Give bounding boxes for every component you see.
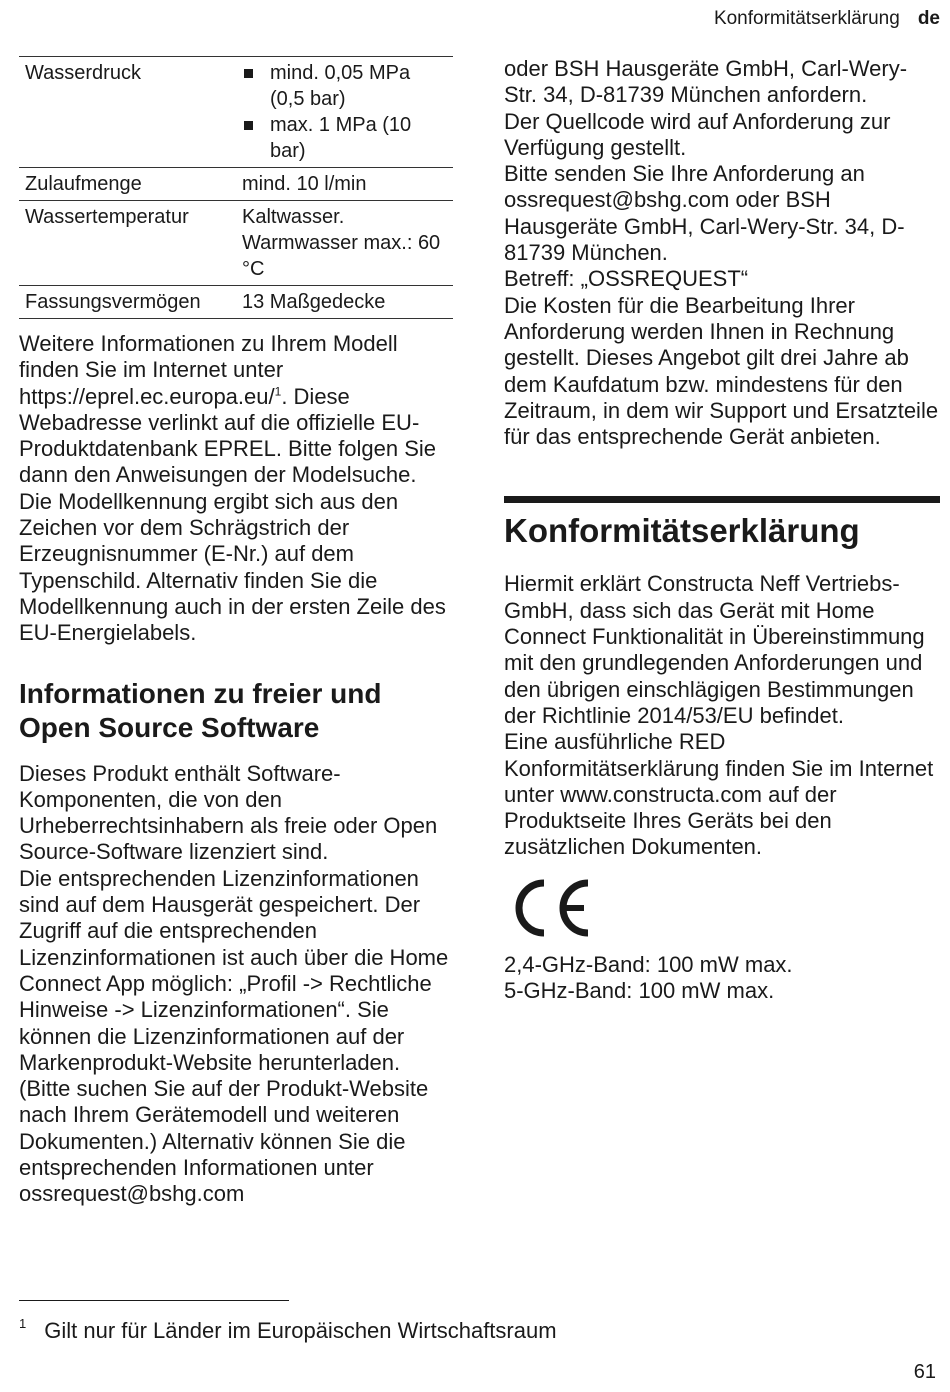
spec-key: Wasserdruck bbox=[19, 57, 236, 168]
oss-cont-5: Die Kosten für die Bearbeitung Ihrer Anforderung werden Ihnen in Rechnung gestellt. Dieses Angebot gilt drei Jahre ab dem Kaufdatum bzw. mindestens für den Zeitraum, in dem wir Support und Ersatzteile für das entsprechende Gerät anbieten. bbox=[504, 292, 939, 450]
oss-cont-4: Betreff: „OSSREQUEST“ bbox=[504, 266, 749, 292]
table-row bbox=[19, 168, 453, 201]
ce-mark-icon bbox=[504, 877, 940, 944]
footnote-reference: 1 bbox=[274, 384, 282, 399]
eprel-paragraph bbox=[19, 331, 453, 647]
left-column bbox=[19, 56, 453, 1208]
oss-cont-1: oder BSH Hausgeräte GmbH, Carl-Wery-Str. 34, D-81739 München anfordern. bbox=[504, 56, 908, 108]
conformity-paragraph-1: Hiermit erklärt Constructa Neff Vertriebs-GmbH, dass sich das Gerät mit Home Connect Funktionalität in Übereinstimmung mit den grundlegenden Anforderungen und den übrigen einschlägigen Bestimmungen der Richtlinie 2014/53/EU befindet. bbox=[504, 571, 925, 728]
footnote bbox=[19, 1318, 557, 1344]
conformity-paragraph-2: Eine ausführliche RED Konformitätserklärung finden Sie im Internet unter www.constructa.com auf der Produktseite Ihres Geräts bei den zusätzlichen Dokumenten. bbox=[504, 729, 934, 860]
band-5ghz: 5-GHz-Band: 100 mW max. bbox=[504, 978, 775, 1004]
section-divider bbox=[504, 496, 940, 503]
spec-bullet: max. 1 MPa (10 bar) bbox=[242, 112, 447, 164]
oss-body bbox=[19, 761, 453, 1208]
spec-bullet: mind. 0,05 MPa (0,5 bar) bbox=[242, 60, 447, 112]
oss-cont-3: Bitte senden Sie Ihre Anforderung an ossrequest@bshg.com oder BSH Hausgeräte GmbH, Carl-Wery-Str. 34, D-81739 München. bbox=[504, 161, 905, 266]
running-header bbox=[714, 8, 940, 30]
spec-key: Fassungsvermögen bbox=[19, 286, 236, 319]
spec-value: Kaltwasser. Warmwasser max.: 60 °C bbox=[236, 201, 453, 286]
footnote-text: Gilt nur für Länder im Europäischen Wirtschaftsraum bbox=[44, 1318, 557, 1343]
right-column bbox=[504, 56, 940, 1004]
table-row bbox=[19, 201, 453, 286]
conformity-body bbox=[504, 571, 940, 860]
spec-value: 13 Maßgedecke bbox=[236, 286, 453, 319]
oss-paragraph-1: Dieses Produkt enthält Software-Komponenten, die von den Urheberrechtsinhabern als freie oder Open Source-Software lizenziert sind. bbox=[19, 760, 438, 865]
eprel-text-a: Weitere Informationen zu Ihrem Modell finden Sie im Internet unter https://eprel.ec.europa.eu/ bbox=[19, 331, 398, 409]
band-24ghz: 2,4-GHz-Band: 100 mW max. bbox=[504, 951, 793, 977]
page-number: 61 bbox=[913, 1361, 936, 1383]
spec-key: Zulaufmenge bbox=[19, 168, 236, 201]
eprel-text-b: . Diese Webadresse verlinkt auf die offizielle EU-Produktdatenbank EPREL. Bitte folgen Sie dann den Anweisungen der Modelsuche. Die Modellkennung ergibt sich aus den Zeichen vor dem Schrägstrich der Erzeugnisnummer (E-Nr.) auf dem Typenschild. Alternativ finden Sie die Modellkennung auch in der ersten Zeile des EU-Energielabels. bbox=[19, 383, 446, 646]
header-language: de bbox=[917, 8, 940, 29]
spec-value: mind. 10 l/min bbox=[236, 168, 453, 201]
footnote-divider bbox=[19, 1300, 289, 1301]
table-row bbox=[19, 286, 453, 319]
spec-value bbox=[236, 57, 453, 168]
oss-cont-2: Der Quellcode wird auf Anforderung zur Verfügung gestellt. bbox=[504, 108, 891, 160]
oss-heading: Informationen zu freier und Open Source Software bbox=[19, 677, 382, 743]
oss-paragraph-2: Die entsprechenden Lizenzinformationen sind auf dem Hausgerät gespeichert. Der Zugriff auf die entsprechenden Lizenzinformationen ist auch über die Home Connect App möglich: „Profil -> Rechtliche Hinweise -> Lizenzinformationen“. Sie können die Lizenzinformationen auf der Markenprodukt-Website herunterladen. (Bitte suchen Sie auf der Produkt-Website nach Ihrem Gerätemodell und weiteren Dokumenten.) Alternativ können Sie die entsprechenden Informationen unter ossrequest@bshg.com bbox=[19, 865, 449, 1207]
oss-continuation bbox=[504, 56, 940, 450]
radio-bands bbox=[504, 952, 940, 1005]
conformity-heading: Konformitätserklärung bbox=[504, 512, 860, 550]
table-row bbox=[19, 57, 453, 168]
footnote-number: 1 bbox=[19, 1316, 27, 1331]
header-section-title: Konformitätserklärung bbox=[713, 8, 900, 29]
spec-key: Wassertemperatur bbox=[19, 201, 236, 286]
spec-table bbox=[19, 56, 453, 319]
